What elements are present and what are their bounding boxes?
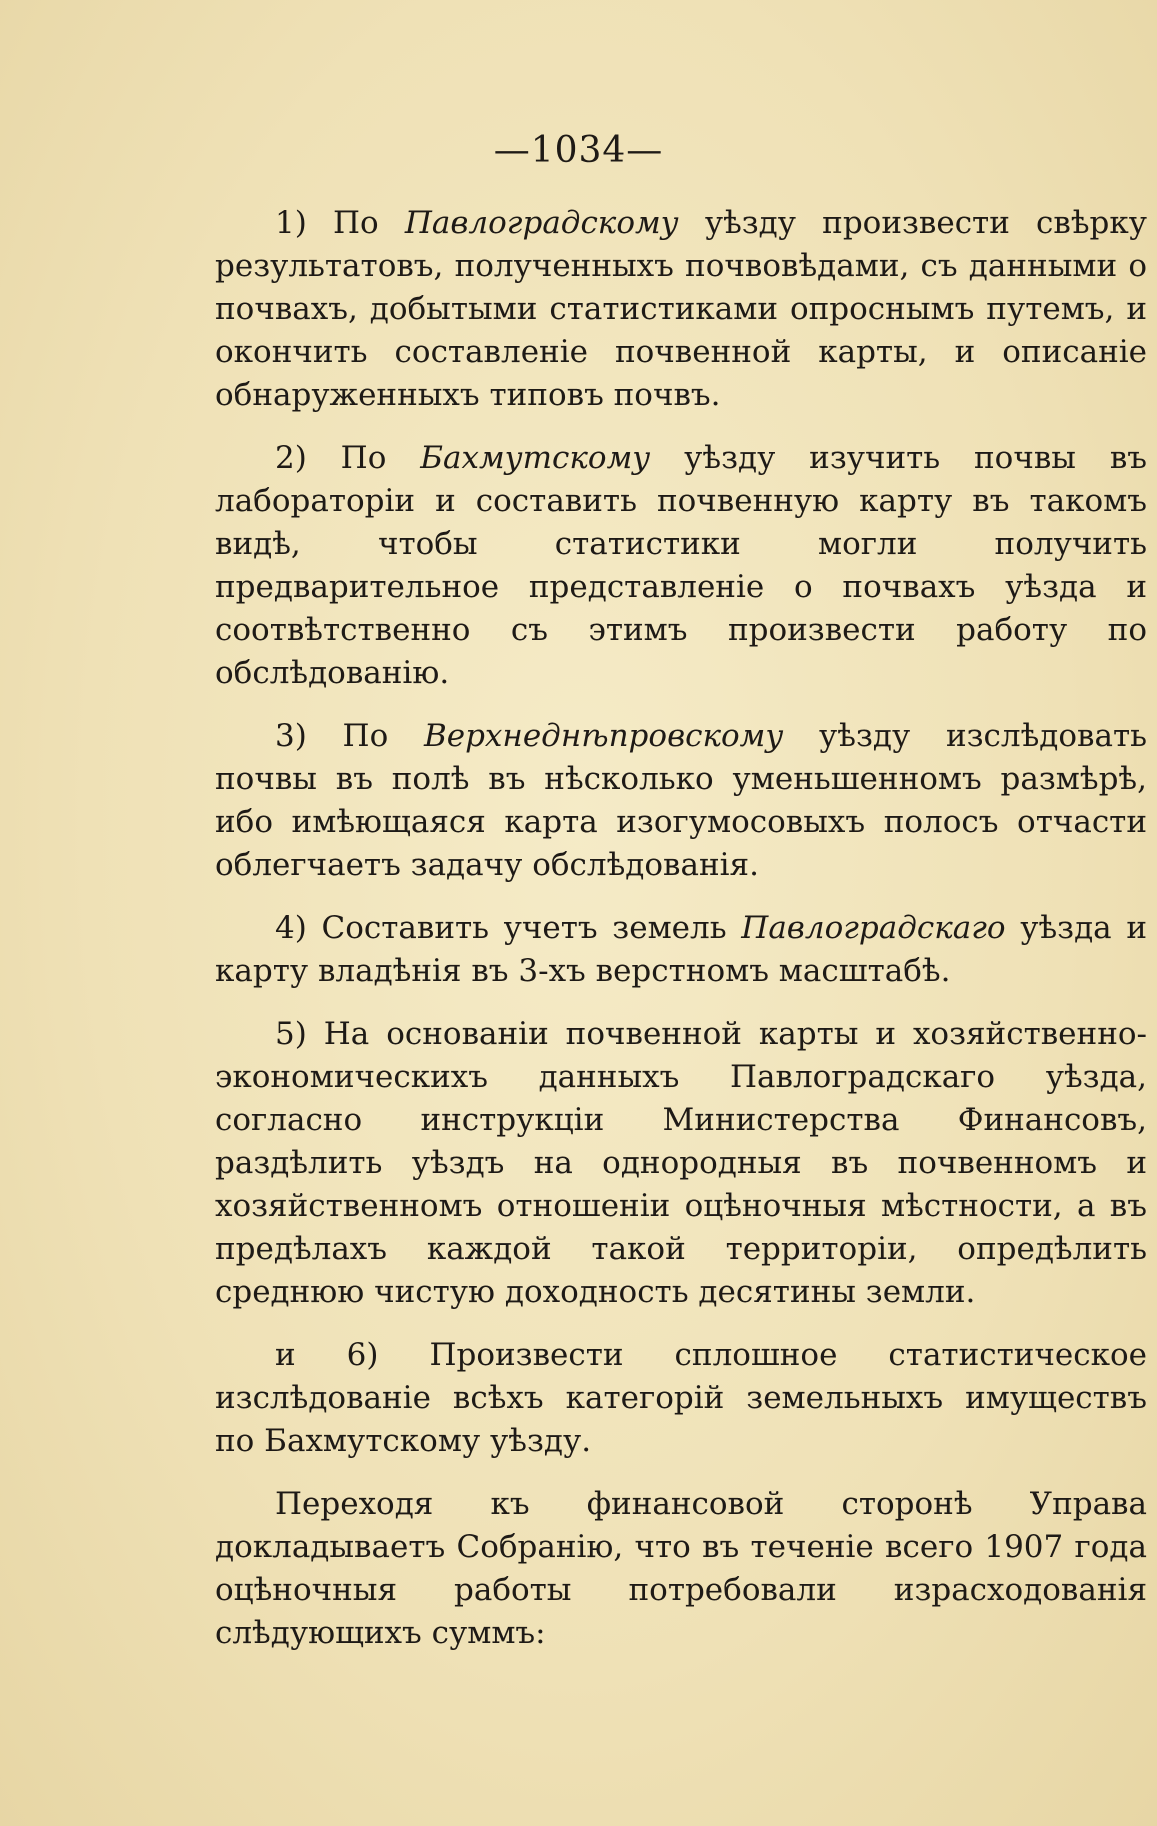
emphasis: Верхнеднѣпровскому xyxy=(423,718,784,754)
emphasis: Павлоградскому xyxy=(404,205,679,241)
emphasis: Бахмутскому xyxy=(420,440,651,476)
paragraph-2: 2) По Бахмутскому уѣзду изучить почвы въ лабораторіи и составить почвенную карту въ такомъ видѣ, чтобы статистики могли получить предварительное представленіе о почвахъ уѣзда и соотвѣтственно съ этимъ произвести работу по обслѣдованію. xyxy=(215,440,1147,691)
paragraph-4: 4) Составить учетъ земель Павлоградскаго уѣзда и карту владѣнія въ 3-хъ верстномъ масштабѣ. xyxy=(215,910,1147,989)
page-number: —1034— xyxy=(493,130,664,171)
paragraph-1: 1) По Павлоградскому уѣзду произвести свѣрку результатовъ, полученныхъ почвовѣдами, съ данными о почвахъ, добытыми статистиками опроснымъ путемъ, и окончить составленіе почвенной карты, и описаніе обнаруженныхъ типовъ почвъ. xyxy=(215,205,1147,413)
emphasis: Павлоградскаго xyxy=(741,910,1006,946)
paragraph-7: Переходя къ финансовой сторонѣ Управа докладываетъ Собранію, что въ теченіе всего 1907 года оцѣночныя работы потребовали израсходованія слѣдующихъ суммъ: xyxy=(215,1486,1147,1651)
paragraph-6: и 6) Произвести сплошное статистическое изслѣдованіе всѣхъ категорій земельныхъ имуществъ по Бахмутскому уѣзду. xyxy=(215,1337,1147,1459)
paragraph-5: 5) На основаніи почвенной карты и хозяйственно-экономическихъ данныхъ Павлоградскаго уѣзда, согласно инструкціи Министерства Финансовъ, раздѣлить уѣздъ на однородныя въ почвенномъ и хозяйственномъ отношеніи оцѣночныя мѣстности, а въ предѣлахъ каждой такой территоріи, опредѣлить среднюю чистую доходность десятины земли. xyxy=(215,1016,1147,1310)
paragraph-3: 3) По Верхнеднѣпровскому уѣзду изслѣдовать почвы въ полѣ въ нѣсколько уменьшенномъ размѣрѣ, ибо имѣющаяся карта изогумосовыхъ полосъ отчасти облегчаетъ задачу обслѣдованія. xyxy=(215,718,1147,883)
document-body xyxy=(215,202,1147,1655)
